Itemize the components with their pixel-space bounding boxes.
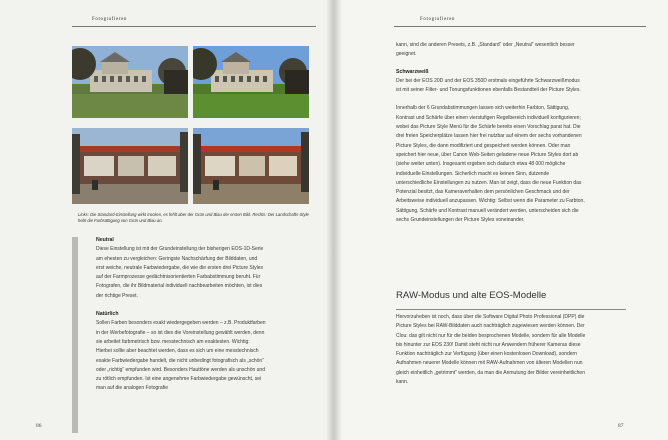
subheading-natuerlich: Natürlich bbox=[96, 311, 119, 318]
paragraph-grundabstimmungen: Innerhalb der 6 Grundabstimmungen lassen sich weiterhin Farbton, Sättigung, Kontrast und Schärfe über einen vierstufigen Regelbereich individuell konfigurieren; wobei das Picture Style Menü für die Schärfe bereits einen Vorschlag parat hat. Die drei freien Speicherplätze lassen hier frei nutzbar auf einem der sechs vorhandenen Picture Styles, die dann modifiziert und gespeichert werden können. Oder man speichert hier neue, über Canon Web-Seiten geladene neue Picture Styles dort ab (siehe weiter unten). Insgesamt ergeben sich dadurch etwa 48 000 mögliche individuelle Einstellungen. Sicherlich macht es keinen Sinn, dutzende unterschiedliche Einstellungen zu nutzen. Man ist zeigt, dass die neue Funktion das Potenzial besitzt, das Kameraverhalten dem persönlichen Geschmack und der Arbeitsweise individuell anzupassen. Wichtig: Selbst wenn die Parameter zu Farbton, Sättigung, Schärfe und Kontrast manuell verändert werden, unterscheiden sich die sechs Grundeinstellungen der Picture Styles voneinander. bbox=[396, 105, 585, 224]
subheading-neutral: Neutral bbox=[96, 237, 114, 243]
photo-kiosk-standard bbox=[72, 128, 188, 204]
photo-castle-landscape bbox=[193, 46, 309, 118]
photo-castle-standard bbox=[72, 46, 188, 118]
page-number-right: 87 bbox=[618, 423, 624, 429]
header-rule bbox=[394, 26, 646, 27]
paragraph-natuerlich: Sollen Farben besonders exakt wiedergegeben werden – z.B. Produktfarben in der Werbefotografie – so ist dies die Voreinstellung gewählt werden, denn sie arbeitet farbmetrisch bzw. messtechnisch am exaktesten. Wichtig: Hierbei sollte aber beachtet werden, dass es sich um eine messtechnisch exakte Farbwiedergabe handelt, die nicht unbedingt fotografisch als „schön“ oder „richtig“ empfunden wird. Besonders Hauttöne werden als unschön und zu rötlich empfunden. Ist eine angenehme Farbwiedergabe gewünscht, sei man auf die analogen Fotografie bbox=[96, 320, 266, 392]
margin-strip bbox=[72, 237, 78, 433]
photo-kiosk-landscape bbox=[193, 128, 309, 204]
left-text-column bbox=[96, 236, 266, 394]
right-section-text bbox=[396, 313, 590, 387]
paragraph-schwarzweiss: Der bei der EOS 20D und der EOS 350D erstmals eingeführte Schwarzweißmodus ist mit seiner Filter- und Tonungsfunktionen ebenfalls Bestandteil der Picture Styles. bbox=[396, 77, 581, 94]
running-header: Fotografieren bbox=[92, 17, 128, 22]
paragraph-intro: kann, sind die anderen Presets, z.B. „Standard“ oder „Neutral“ wesentlich besser geeignet. bbox=[396, 42, 575, 58]
right-text-column bbox=[396, 41, 586, 225]
paragraph-raw-modus: Hervorzuheben ist noch, dass über die Software Digital Photo Professional (DPP) die Picture Styles bei RAW-Bilddaten auch nachträglich zugewiesen werden können. Der Clou: das gilt nicht nur für die beiden besprochenen Modelle, sondern für alle Modelle bis hinunter zur EOS 230! Damit steht nicht nur Anwendern früherer Kameras diese Funktion nachträglich zur Verfügung (über einen kostenlosen Download), sondern Aufnahmen neuerer Modelle können mit RAW-Aufnahmen von älteren Modellen nun gleich einheitlich „getrimmt“ werden, da man die Anmutung der Bilder vereinheitlichen kann. bbox=[396, 314, 586, 386]
figure-caption: Links: Die Standard-Einstellung wirkt trocken, es fehlt aber der Grün und Blau der ersten Bild. Rechts: Der Landschafts-Style hebt die Farbsättigung von Grün und Blau an. bbox=[78, 212, 309, 223]
header-rule bbox=[72, 26, 316, 27]
page-number-left: 86 bbox=[36, 423, 42, 429]
paragraph-neutral: Diese Einstellung ist mit der Grundeinstellung der bisherigen EOS-1D-Serie am ehesten zu vergleichen: Geringste Nachschärfung der Bilddaten, und erst weiche, neutrale Farbwiedergabe, die wie die ersten drei Picture Styles auf der Farmprozesse gedächtnisorientierten Farbabstimmung beruht. Für Fotografen, die ihr Bildmaterial individuell nachbearbeiten möchten, ist dies der richtige Preset. bbox=[96, 246, 264, 299]
section-heading-raw: RAW-Modus und alte EOS-Modelle bbox=[396, 290, 547, 301]
subheading-schwarzweiss: Schwarzweiß bbox=[396, 68, 429, 75]
running-header: Fotografieren bbox=[420, 17, 456, 22]
section-heading-rule bbox=[396, 309, 626, 310]
book-gutter-shadow bbox=[326, 0, 342, 440]
